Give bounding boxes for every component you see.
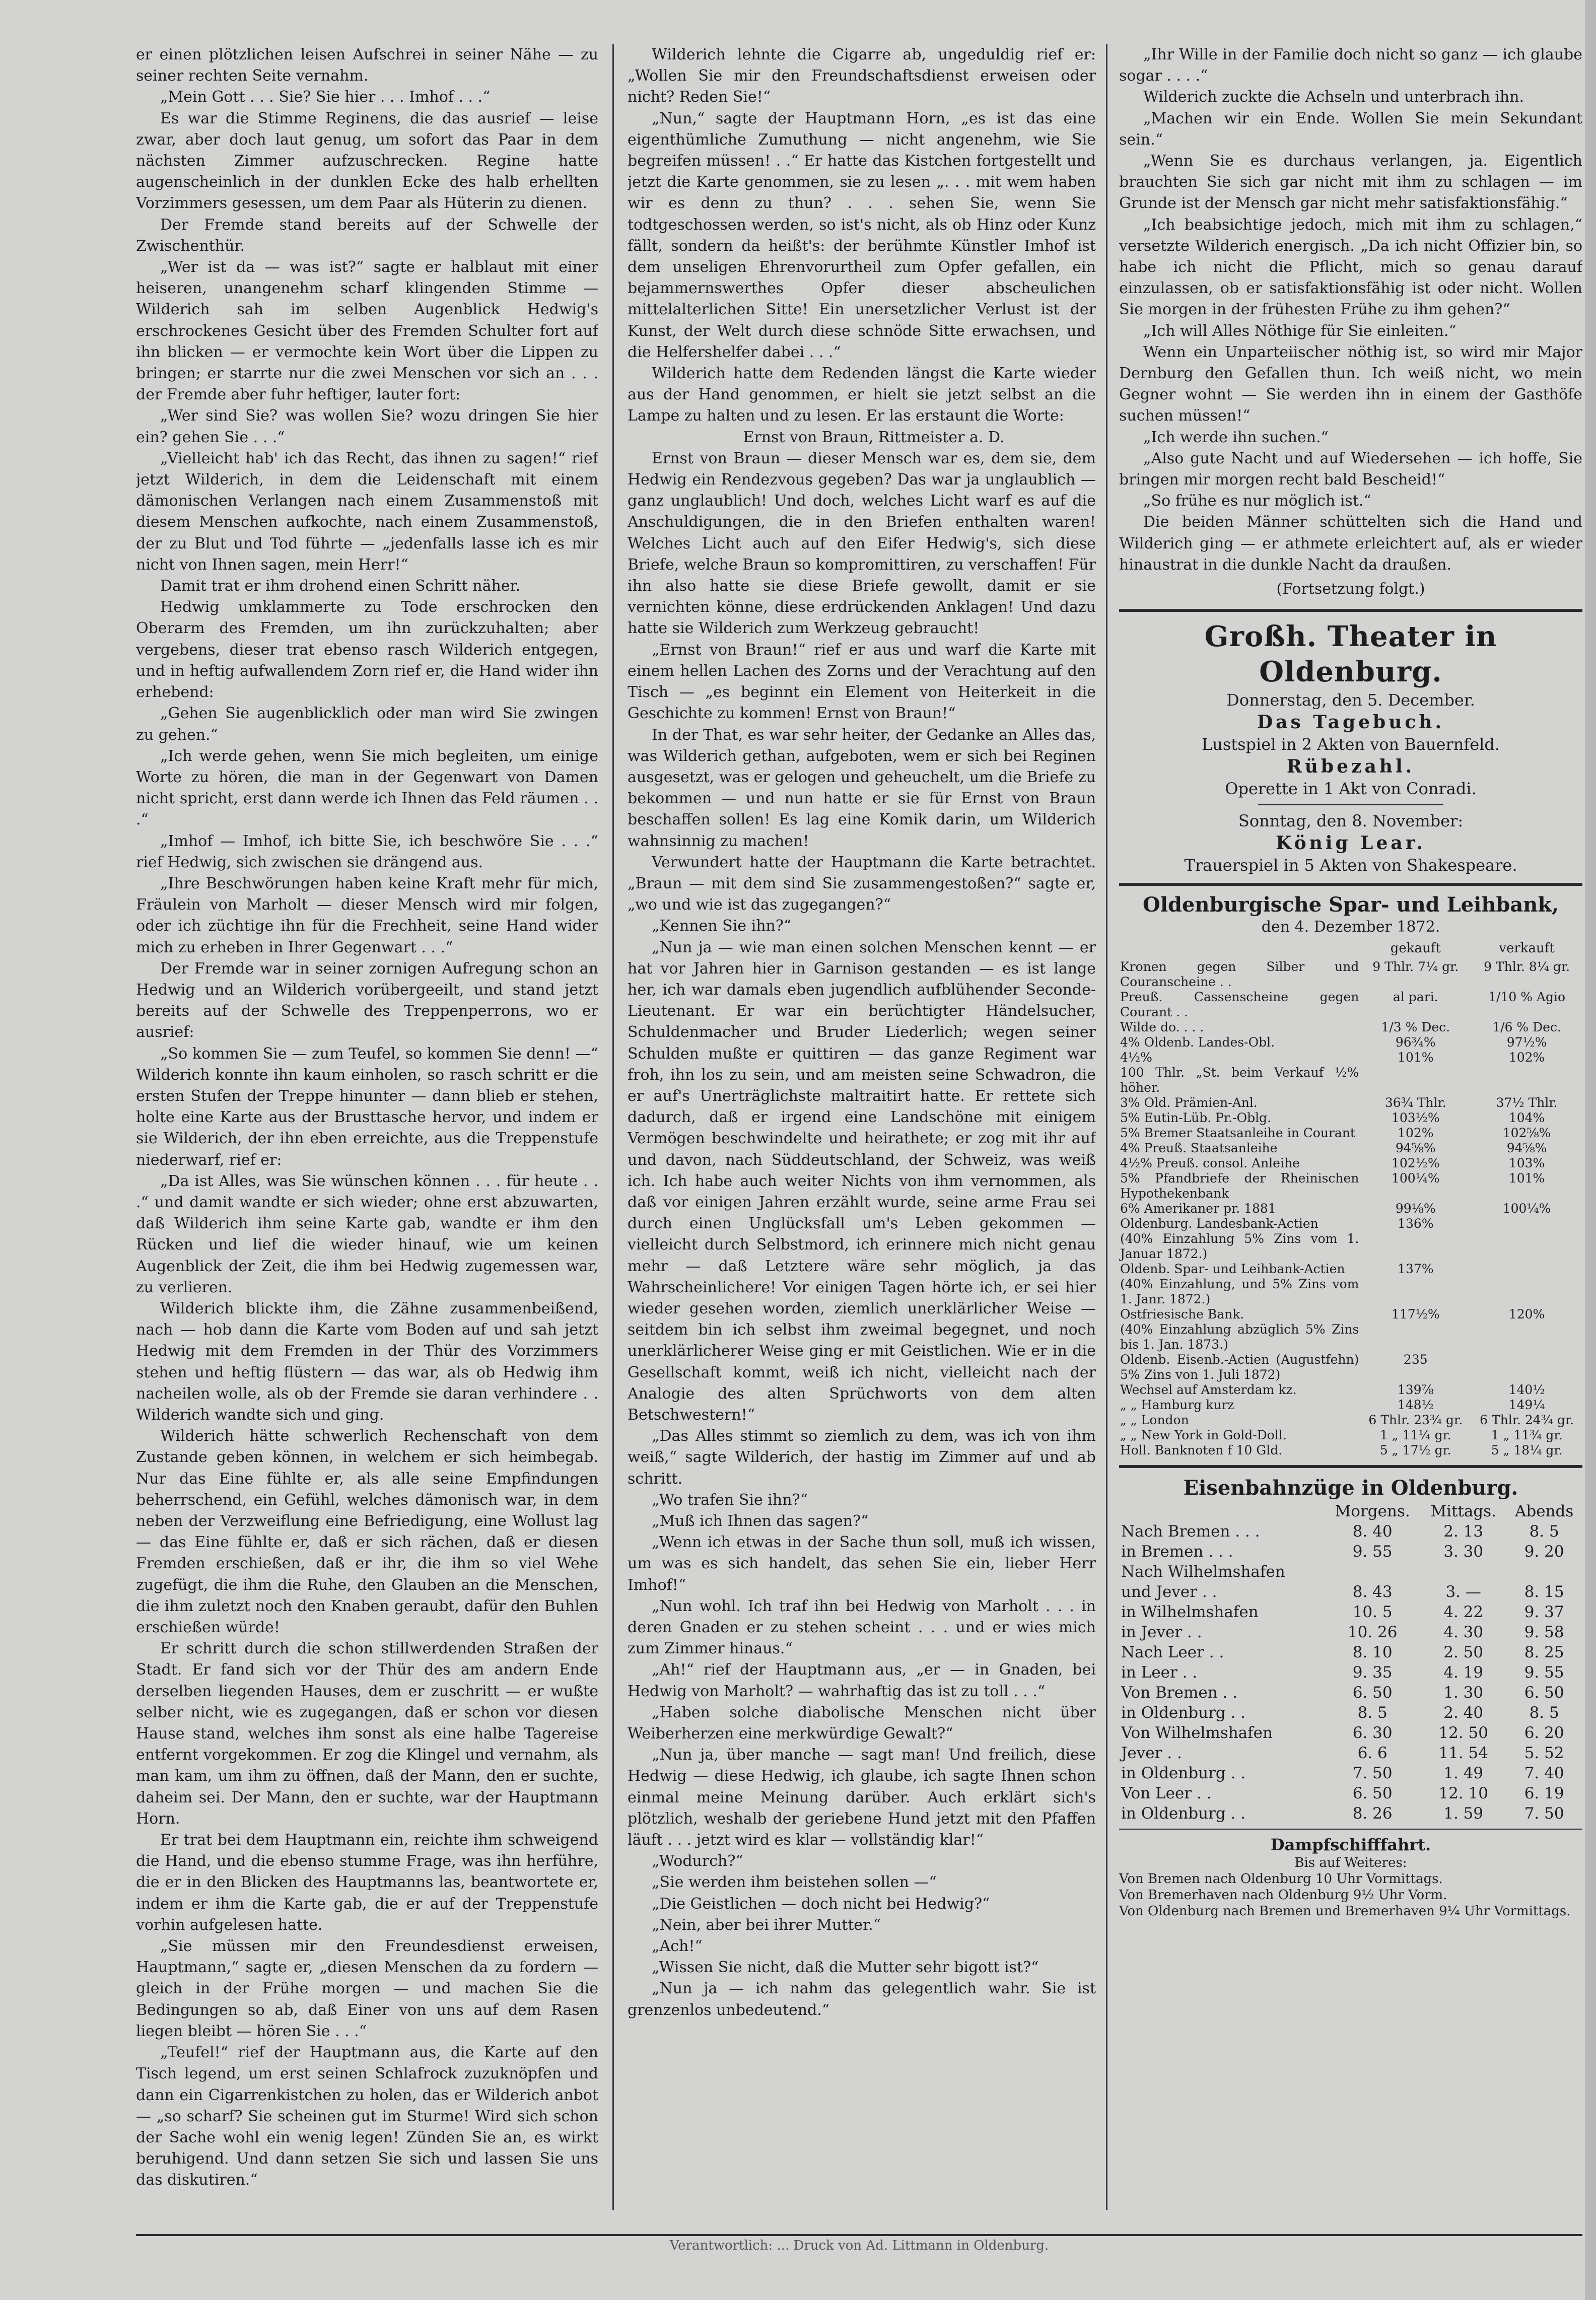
theater-title: Großh. Theater in Oldenburg. bbox=[1204, 620, 1497, 689]
paragraph: Der Fremde war in seiner zornigen Aufregung schon an Hedwig und an Wilderich vorübergeeilt, und stand jetzt bereits auf der Schwelle des Treppenperrons, wo er ausrief: bbox=[136, 959, 598, 1041]
rail-cell-m: 6. 30 bbox=[1352, 1724, 1393, 1743]
paragraph: „Teufel!“ rief der Hauptmann aus, die Karte auf den Tisch legend, um erst seinen Schlafrock zuzuknöpfen und dann ein Cigarrenkistchen zu holen, das er Wilderich anbot — „so scharf? Sie scheinen gut im Sturme! Wird sich schon der Sache wohl ein wenig legen! Zünden Sie an, es wirkt beruhigend. Und dann setzen Sie sich und lassen Sie uns das diskutiren.“ bbox=[136, 2044, 598, 2189]
paragraph: „Nun ja, über manche — sagt man! Und freilich, diese Hedwig — diese Hedwig, ich glaube, ich sagte Ihnen schon einmal meine Meinung darüber. Auch erklärt sich's plötzlich, weshalb der geriebene Hund jetzt mit den Pfaffen läuft . . . jetzt wird es klar — vollständig klar!“ bbox=[628, 1746, 1096, 1849]
rail-cell-route: Von Leer . . bbox=[1121, 1784, 1212, 1803]
bank-row bbox=[1119, 1110, 1582, 1126]
bank-row bbox=[1119, 1126, 1582, 1141]
bank-cell-bought: 103½% bbox=[1391, 1110, 1440, 1126]
bank-cell-name: 5% Bremer Staatsanleihe in Courant bbox=[1120, 1126, 1355, 1141]
bank-cell-sold: 101% bbox=[1508, 1171, 1545, 1186]
bank-cell-sold: 1 „ 11¾ gr. bbox=[1491, 1428, 1563, 1443]
paragraph: „Also gute Nacht und auf Wiedersehen — ich hoffe, Sie bringen mir morgen recht bald Bescheid!“ bbox=[1119, 449, 1582, 489]
bank-row bbox=[1119, 1050, 1582, 1065]
rail-cell-n: 2. 50 bbox=[1443, 1643, 1484, 1662]
bank-cell-name: 6% Amerikaner pr. 1881 bbox=[1120, 1201, 1276, 1216]
paragraph: „Nun ja — wie man einen solchen Menschen kennt — er hat vor Jahren hier in Garnison gestanden — es ist lange her, ich war damals eben jugendlich aufblühender Seconde-Lieutenant. Er war ein berüchtigter Händelsucher, Schuldenmacher und Bruder Liederlich; wegen seiner Schulden mußte er quittiren — das ganze Regiment war froh, ihn los zu sein, und am meisten seine Schwadron, die er auf's Unerträglichste maltraitirt hatte. Er rettete sich dadurch, daß er irgend eine Landschöne mit einigem Vermögen beschwindelte und heirathete; er zog mit ihr auf und davon, nach Süddeutschland, der Schweiz, was weiß ich. Ich habe auch weiter Nichts von ihm vernommen, als daß vor einigen Jahren erzählt wurde, seine arme Frau sei durch einen Unglücksfall um's Leben gekommen — vielleicht durch Selbstmord, ich erinnere mich nicht genau mehr — daß Letztere wäre sehr möglich, ja das Wahrscheinlichere! Vor einigen Tagen hörte ich, er sei hier wieder gesehen worden, ziemlich unerklärlicher Weise — seitdem bin ich selbst ihm zweimal begegnet, und noch unerklärlicherer Weise ging er mit Geistlichen. Wie er in die Gesellschaft kommt, weiß ich nicht, vielleicht nach der Analogie des alten Sprüchworts von dem alten Betschwestern!“ bbox=[628, 938, 1096, 1424]
bank-row bbox=[1119, 1262, 1582, 1277]
rail-cell-e: 8. 5 bbox=[1529, 1522, 1559, 1541]
rail-cell-route: Nach Wilhelmshafen bbox=[1121, 1563, 1285, 1581]
bank-cell-sold bbox=[1471, 1322, 1582, 1352]
column-divider-1 bbox=[612, 44, 614, 2210]
bank-row bbox=[1119, 1020, 1582, 1035]
bank-row bbox=[1119, 1156, 1582, 1171]
rail-cell-m: 6. 50 bbox=[1352, 1784, 1393, 1803]
bank-cell-sold bbox=[1471, 1216, 1582, 1231]
rail-cell-route: Nach Leer . . bbox=[1121, 1643, 1224, 1662]
bank-cell-sold: 1/10 % Agio bbox=[1488, 990, 1566, 1005]
paragraph: Die beiden Männer schüttelten sich die Hand und Wilderich ging — er athmete erleichtert auf, als er wieder hinaustrat in die dunkle Nacht da draußen. bbox=[1119, 513, 1582, 574]
bank-cell-sold: 9 Thlr. 8¼ gr. bbox=[1484, 959, 1570, 974]
paragraph: „Da ist Alles, was Sie wünschen können . . . für heute . . .“ und damit wandte er sich wieder; ohne erst abzuwarten, daß Wilderich ihm seine Karte gab, wandte er ihm den Rücken und lief die wieder hinauf, wie um keinen Augenblick der Zeit, die ihm bei Hedwig zugemessen war, zu verlieren. bbox=[136, 1172, 598, 1296]
rail-header-route bbox=[1119, 1501, 1324, 1521]
paragraph: „Wenn Sie es durchaus verlangen, ja. Eigentlich brauchten Sie sich gar nicht mit ihm zu schlagen — im Grunde ist der Mensch gar nicht mehr satisfaktionsfähig.“ bbox=[1119, 152, 1582, 213]
bank-cell-bought: 36¾ Thlr. bbox=[1384, 1095, 1446, 1110]
paragraph: „Das Alles stimmt so ziemlich zu dem, was ich von ihm weiß,“ sagte Wilderich, der hastig im Zimmer auf und ab schritt. bbox=[628, 1427, 1096, 1488]
theater-play-2: Rübezahl. bbox=[1286, 756, 1415, 778]
bank-cell-name: Ostfriesische Bank. bbox=[1120, 1307, 1244, 1322]
bank-header-sold: verkauft bbox=[1499, 941, 1555, 956]
bank-row bbox=[1119, 1171, 1582, 1201]
rail-cell-n: 4. 22 bbox=[1443, 1603, 1484, 1622]
rail-cell-m: 7. 50 bbox=[1352, 1764, 1393, 1783]
bank-cell-name: 3% Old. Prämien-Anl. bbox=[1120, 1095, 1258, 1110]
bank-cell-bought: 148½ bbox=[1397, 1398, 1434, 1413]
rail-row bbox=[1119, 1662, 1582, 1683]
bank-cell-bought: 102½% bbox=[1391, 1156, 1440, 1171]
bank-cell-name: „ „ New York in Gold-Doll. bbox=[1120, 1428, 1287, 1443]
paragraph: Damit trat er ihm drohend einen Schritt näher. bbox=[160, 577, 521, 595]
paragraph: „Die Geistlichen — doch nicht bei Hedwig?“ bbox=[652, 1895, 990, 1913]
bank-cell-name: 4% Oldenb. Landes-Obl. bbox=[1120, 1035, 1275, 1050]
paragraph: „Imhof — Imhof, ich bitte Sie, ich beschwöre Sie . . .“ rief Hedwig, sich zwischen sie drängend aus. bbox=[136, 832, 598, 871]
rail-row bbox=[1119, 1542, 1582, 1562]
rail-cell-route: in Bremen . . . bbox=[1121, 1543, 1233, 1561]
rail-cell-e bbox=[1506, 1562, 1582, 1582]
rail-header-evening: Abends bbox=[1514, 1502, 1574, 1521]
rail-cell-route: in Oldenburg . . bbox=[1121, 1764, 1246, 1783]
bank-cell-name: 5% Eutin-Lüb. Pr.-Oblg. bbox=[1120, 1110, 1272, 1126]
divider bbox=[1119, 1829, 1582, 1830]
rail-cell-e: 5. 52 bbox=[1524, 1744, 1564, 1763]
paragraph: „Muß ich Ihnen das sagen?“ bbox=[652, 1512, 869, 1530]
bank-row bbox=[1119, 1382, 1582, 1398]
paragraph: Es war die Stimme Reginens, die das ausrief — leise zwar, aber doch laut genug, um sofort das Paar in dem nächsten Zimmer aufzuschrecken. Regine hatte augenscheinlich in der dunklen Ecke des halb erhellten Vorzimmers gesessen, um dem Paar als Hüterin zu dienen. bbox=[136, 109, 598, 213]
bank-cell-sold bbox=[1471, 1262, 1582, 1277]
rail-cell-m: 10. 26 bbox=[1347, 1623, 1398, 1642]
bank-row bbox=[1119, 1428, 1582, 1443]
paragraph: Wilderich zuckte die Achseln und unterbrach ihn. bbox=[1143, 88, 1524, 106]
bank-cell-name: Oldenb. Eisenb.-Actien (Augustfehn) 5% Zins von 1. Juli 1872) bbox=[1120, 1352, 1359, 1382]
rail-cell-e: 7. 50 bbox=[1524, 1804, 1564, 1823]
bank-cell-bought: 137% bbox=[1398, 1262, 1434, 1277]
bank-cell-bought bbox=[1360, 1231, 1471, 1262]
bank-row bbox=[1119, 959, 1582, 990]
rail-cell-m: 6. 50 bbox=[1352, 1684, 1393, 1702]
paragraph: „So frühe es nur möglich ist.“ bbox=[1143, 492, 1371, 510]
bank-cell-bought bbox=[1360, 1322, 1471, 1352]
rail-row bbox=[1119, 1622, 1582, 1642]
paragraph: „Wodurch?“ bbox=[652, 1852, 743, 1870]
bank-cell-bought: 94⅝% bbox=[1395, 1141, 1436, 1156]
paragraph: Er trat bei dem Hauptmann ein, reichte ihm schweigend die Hand, und die ebenso stumme Frage, was ihn herführe, die er in den Blicken des Hauptmanns las, beantwortete er, indem er ihm die Karte gab, die er auf der Treppenstufe vorhin aufgelesen hatte. bbox=[136, 1831, 598, 1934]
bank-cell-name: Kronen gegen Silber und Couranscheine . . bbox=[1120, 959, 1359, 990]
rail-row bbox=[1119, 1521, 1582, 1542]
bank-cell-bought: 136% bbox=[1398, 1216, 1434, 1231]
bank-cell-sold: 5 „ 18¼ gr. bbox=[1491, 1443, 1563, 1458]
bank-header-bought: gekauft bbox=[1390, 941, 1441, 956]
rail-cell-n: 2. 40 bbox=[1443, 1704, 1484, 1722]
ship-line: Von Bremen nach Oldenburg 10 Uhr Vormittags. bbox=[1119, 1871, 1443, 1887]
rail-row bbox=[1119, 1703, 1582, 1723]
rail-cell-n bbox=[1421, 1562, 1506, 1582]
paragraph: „Wenn ich etwas in der Sache thun soll, muß ich wissen, um was es sich handelt, das sehen Sie ein, lieber Herr Imhof!“ bbox=[628, 1534, 1096, 1594]
bank-cell-sold: 1/6 % Dec. bbox=[1492, 1020, 1561, 1035]
bank-cell-name: 5% Pfandbriefe der Rheinischen Hypothekenbank bbox=[1120, 1171, 1359, 1201]
rail-header-noon: Mittags. bbox=[1430, 1502, 1496, 1521]
bank-cell-sold bbox=[1471, 1352, 1582, 1382]
paragraph: „Ich werde gehen, wenn Sie mich begleiten, um einige Worte zu hören, die man in der Gegenwart von Damen nicht spricht, erst dann werde ich Ihnen das Feld räumen . . .“ bbox=[136, 747, 598, 829]
bank-cell-name: Holl. Banknoten f 10 Gld. bbox=[1120, 1443, 1283, 1458]
rail-cell-e: 8. 5 bbox=[1529, 1704, 1559, 1722]
rail-cell-n: 1. 30 bbox=[1443, 1684, 1484, 1702]
theater-date-1: Donnerstag, den 5. December. bbox=[1226, 690, 1475, 710]
rail-cell-n: 12. 50 bbox=[1438, 1724, 1488, 1743]
bank-row bbox=[1119, 1443, 1582, 1458]
column-2-story bbox=[628, 44, 1096, 2210]
paragraph: „Wo trafen Sie ihn?“ bbox=[652, 1491, 808, 1509]
paragraph: Hedwig umklammerte zu Tode erschrocken den Oberarm des Fremden, um ihn zurückzuhalten; aber vergebens, dieser trat ebenso rasch Wilderich entgegen, und in heftig aufwallendem Zorn rief er, die Hand wider ihn erhebend: bbox=[136, 598, 598, 702]
bank-cell-sold bbox=[1471, 1065, 1582, 1095]
rail-cell-m bbox=[1324, 1562, 1421, 1582]
bank-cell-name: „ „ Hamburg kurz bbox=[1120, 1398, 1234, 1413]
rail-cell-n: 12. 10 bbox=[1438, 1784, 1488, 1803]
imprint-footer: Verantwortlich: ... Druck von Ad. Littmann in Oldenburg. bbox=[136, 2234, 1582, 2256]
paragraph: „Ach!“ bbox=[652, 1937, 703, 1956]
rail-cell-m: 9. 35 bbox=[1352, 1663, 1393, 1682]
rail-cell-n: 3. 30 bbox=[1443, 1543, 1484, 1561]
bank-cell-bought: 117½% bbox=[1391, 1307, 1440, 1322]
rail-cell-n: 4. 19 bbox=[1443, 1663, 1484, 1682]
rail-cell-e: 9. 55 bbox=[1524, 1663, 1564, 1682]
paragraph: „Wer sind Sie? was wollen Sie? wozu dringen Sie hier ein? gehen Sie . . .“ bbox=[136, 407, 598, 446]
bank-cell-bought: 102% bbox=[1398, 1126, 1434, 1141]
paragraph: „Sie werden ihm beistehen sollen —“ bbox=[652, 1873, 937, 1892]
rail-row bbox=[1119, 1803, 1582, 1824]
bank-row bbox=[1119, 1413, 1582, 1428]
bank-cell-bought bbox=[1360, 1065, 1471, 1095]
continuation-note: (Fortsetzung folgt.) bbox=[1276, 580, 1425, 598]
column-divider-2 bbox=[1106, 44, 1107, 2210]
rail-cell-route: in Leer . . bbox=[1121, 1663, 1198, 1682]
divider bbox=[1258, 804, 1443, 805]
rail-cell-n: 3. — bbox=[1445, 1583, 1481, 1601]
rail-cell-m: 6. 6 bbox=[1357, 1744, 1387, 1763]
bank-cell-name: Oldenburg. Landesbank-Actien bbox=[1120, 1216, 1319, 1231]
page-edge-shadow bbox=[1585, 0, 1596, 2300]
rail-cell-n: 4. 30 bbox=[1443, 1623, 1484, 1642]
bank-row bbox=[1119, 1322, 1582, 1352]
rail-cell-e: 6. 19 bbox=[1524, 1784, 1564, 1803]
rail-cell-m: 8. 40 bbox=[1352, 1522, 1393, 1541]
bank-cell-name: (40% Einzahlung abzüglich 5% Zins bis 1. Jan. 1873.) bbox=[1120, 1322, 1359, 1352]
theater-play-1-desc: Lustspiel in 2 Akten von Bauernfeld. bbox=[1201, 735, 1500, 754]
bank-table bbox=[1119, 937, 1582, 1458]
rail-cell-e: 8. 15 bbox=[1524, 1583, 1564, 1601]
paragraph: er einen plötzlichen leisen Aufschrei in seiner Nähe — zu seiner rechten Seite vernahm. bbox=[136, 46, 598, 85]
bank-cell-bought bbox=[1360, 1277, 1471, 1307]
paragraph: Der Fremde stand bereits auf der Schwelle der Zwischenthür. bbox=[136, 216, 598, 255]
ship-line: Von Bremerhaven nach Oldenburg 9½ Uhr Vorm. bbox=[1119, 1888, 1447, 1903]
column-3-story bbox=[1119, 44, 1582, 576]
paragraph: „Kennen Sie ihn?“ bbox=[652, 917, 792, 935]
column-3 bbox=[1119, 44, 1582, 2210]
rail-cell-m: 10. 5 bbox=[1352, 1603, 1393, 1622]
steamship-schedule bbox=[1119, 1835, 1582, 1919]
paragraph: „Sie müssen mir den Freundesdienst erweisen, Hauptmann,“ sagte er, „diesen Menschen da zu fordern — gleich in der Frühe morgen — und machen Sie die Bedingungen so ab, daß Einer von uns auf dem Rasen liegen bleibt — hören Sie . . .“ bbox=[136, 1937, 598, 2040]
bank-cell-bought: 139⅞ bbox=[1397, 1382, 1434, 1398]
bank-cell-name: (40% Einzahlung 5% Zins vom 1. Januar 1872.) bbox=[1120, 1231, 1359, 1262]
rail-cell-route: in Oldenburg . . bbox=[1121, 1804, 1246, 1823]
paragraph: „Wer ist da — was ist?“ sagte er halblaut mit einer heiseren, unangenehm scharf klingenden Stimme — Wilderich sah im selben Augenblick Hedwig's erschrockenes Gesicht über des Fremden Schulter fort auf ihn blicken — er vermochte kein Wort über die Lippen zu bringen; er starrte nur die zwei Menschen vor sich an . . . der Fremde aber fuhr heftiger, lauter fort: bbox=[136, 258, 598, 404]
paragraph: „Ernst von Braun!“ rief er aus und warf die Karte mit einem hellen Lachen des Zorns und der Verachtung auf den Tisch — „es beginnt ein Element von Heiterkeit in die Geschichte zu kommen! Ernst von Braun!“ bbox=[628, 641, 1096, 723]
rail-cell-e: 6. 50 bbox=[1524, 1684, 1564, 1702]
bank-cell-name: 4½% bbox=[1120, 1050, 1152, 1065]
bank-row bbox=[1119, 1352, 1582, 1382]
rail-table bbox=[1119, 1501, 1582, 1824]
railway-schedule bbox=[1119, 1475, 1582, 1824]
bank-row bbox=[1119, 1065, 1582, 1095]
rail-cell-e: 8. 25 bbox=[1524, 1643, 1564, 1662]
bank-row bbox=[1119, 1398, 1582, 1413]
rail-row bbox=[1119, 1602, 1582, 1622]
bank-title: Oldenburgische Spar- und Leihbank, bbox=[1142, 893, 1559, 917]
bank-row bbox=[1119, 1035, 1582, 1050]
paragraph: „Machen wir ein Ende. Wollen Sie mein Sekundant sein.“ bbox=[1119, 109, 1582, 149]
bank-cell-name: 4% Preuß. Staatsanleihe bbox=[1120, 1141, 1278, 1156]
theater-play-2-desc: Operette in 1 Akt von Conradi. bbox=[1225, 779, 1477, 799]
bank-row bbox=[1119, 1201, 1582, 1216]
bank-cell-bought: 101% bbox=[1398, 1050, 1434, 1065]
paragraph: Verwundert hatte der Hauptmann die Karte betrachtet. „Braun — mit dem sind Sie zusammengestoßen?“ sagte er, „wo und wie ist das zugegangen?“ bbox=[628, 853, 1096, 914]
bank-cell-name: 4½% Preuß. consol. Anleihe bbox=[1120, 1156, 1300, 1171]
bank-cell-bought: 100¼% bbox=[1391, 1171, 1440, 1186]
theater-play-3: König Lear. bbox=[1276, 832, 1426, 854]
bank-cell-bought: 1/3 % Dec. bbox=[1381, 1020, 1450, 1035]
paragraph: „Ihr Wille in der Familie doch nicht so ganz — ich glaube sogar . . . .“ bbox=[1119, 46, 1582, 85]
rail-row bbox=[1119, 1683, 1582, 1703]
bank-cell-name: Oldenb. Spar- und Leihbank-Actien bbox=[1120, 1262, 1345, 1277]
bank-cell-sold: 100¼% bbox=[1502, 1201, 1551, 1216]
paragraph: Er schritt durch die schon stillwerdenden Straßen der Stadt. Er fand sich vor der Thür des am andern Ende derselben liegenden Hauses, dem er zuschritt — er wußte selber nicht, wie es zugegangen, daß er schon vor diesen Hause stand, welches ihm sonst als eine halbe Tagereise entfernt vorgekommen. Er zog die Klingel und vernahm, als man kam, um ihm zu öffnen, daß der Mann, den er suchte, daheim sei. Der Mann, den er suchte, war der Hauptmann Horn. bbox=[136, 1640, 598, 1828]
paragraph: „Mein Gott . . . Sie? Sie hier . . . Imhof . . .“ bbox=[160, 88, 491, 106]
rail-cell-e: 9. 37 bbox=[1524, 1603, 1564, 1622]
theater-ad bbox=[1119, 619, 1582, 876]
rail-cell-route: Jever . . bbox=[1121, 1744, 1182, 1763]
bank-cell-sold: 37½ Thlr. bbox=[1496, 1095, 1558, 1110]
bank-row bbox=[1119, 1141, 1582, 1156]
bank-cell-sold: 102% bbox=[1508, 1050, 1545, 1065]
bank-cell-sold: 104% bbox=[1508, 1110, 1545, 1126]
rail-cell-m: 8. 5 bbox=[1357, 1704, 1387, 1722]
rail-cell-e: 7. 40 bbox=[1524, 1764, 1564, 1783]
bank-cell-sold: 102⅝% bbox=[1502, 1126, 1551, 1141]
rail-cell-m: 9. 55 bbox=[1352, 1543, 1393, 1561]
bank-cell-name: Wechsel auf Amsterdam kz. bbox=[1120, 1382, 1297, 1398]
bank-cell-sold: 149¼ bbox=[1508, 1398, 1545, 1413]
paragraph: In der That, es war sehr heiter, der Gedanke an Alles das, was Wilderich gethan, aufgeboten, wem er sich bei Reginen ausgesetzt, was er gelogen und geheuchelt, um die Briefe zu bekommen — und nun hatte er sie für Ernst von Braun beschaffen sollen! Es lag eine Komik darin, um Wilderich wahnsinnig zu machen! bbox=[628, 726, 1096, 850]
bank-cell-name: Preuß. Cassenscheine gegen Courant . . bbox=[1120, 990, 1359, 1020]
rail-row bbox=[1119, 1743, 1582, 1763]
ship-title: Dampfschifffahrt. bbox=[1270, 1835, 1431, 1855]
bank-cell-bought: 99⅛% bbox=[1395, 1201, 1436, 1216]
rail-cell-m: 8. 43 bbox=[1352, 1583, 1393, 1601]
bank-cell-name: „ „ London bbox=[1120, 1413, 1189, 1428]
bank-cell-sold: 97½% bbox=[1506, 1035, 1547, 1050]
rail-cell-n: 2. 13 bbox=[1443, 1522, 1484, 1541]
bank-quotes bbox=[1119, 893, 1582, 1458]
rail-header-morning: Morgens. bbox=[1335, 1502, 1410, 1521]
divider bbox=[1119, 883, 1582, 886]
rail-cell-route: in Jever . . bbox=[1121, 1623, 1202, 1642]
paragraph: „Nun,“ sagte der Hauptmann Horn, „es ist das eine eigenthümliche Zumuthung — nicht angenehm, wie Sie begreifen müssen! . .“ Er hatte das Kistchen fortgestellt und jetzt die Karte genommen, sie zu lesen „. . . mit wem haben wir es denn zu thun? . . . sehen Sie, wenn Sie todtgeschossen werden, so ist's nicht, als ob Hinz oder Kunz fällt, sondern da heißt's: der berühmte Künstler Imhof ist dem unseligen Ehrenvorurtheil zum Opfer gefallen, ein bejammernswerthes Opfer dieser abscheulichen mittelalterlichen Sitte! Ein unersetzlicher Verlust ist der Kunst, der Welt durch diese schnöde Sitte erwachsen, und die Helfershelfer dabei . . .“ bbox=[628, 109, 1096, 361]
paragraph: Ernst von Braun — dieser Mensch war es, dem sie, dem Hedwig ein Rendezvous gegeben? Das war ja unglaublich — ganz unglaublich! Und doch, welches Licht warf es auf die Anschuldigungen, die in den Briefen enthalten waren! Welches Licht auch auf den Eifer Hedwig's, sich diese Briefe, welche Braun so kompromittiren, zu verschaffen! Für ihn also hatte sie diese Briefe gewollt, damit er sie vernichten könne, diese erdrückenden Anklagen! Und dazu hatte sie Wilderich zum Werkzeug gebraucht! bbox=[628, 449, 1096, 638]
paragraph: „Haben solche diabolische Menschen nicht über Weiberherzen eine merkwürdige Gewalt?“ bbox=[628, 1703, 1096, 1743]
rail-cell-m: 8. 26 bbox=[1352, 1804, 1393, 1823]
bank-cell-name: (40% Einzahlung, und 5% Zins vom 1. Janr. 1872.) bbox=[1120, 1277, 1359, 1307]
paragraph: „Nun ja — ich nahm das gelegentlich wahr. Sie ist grenzenlos unbedeutend.“ bbox=[628, 1980, 1096, 2019]
paragraph: Wilderich hatte dem Redenden längst die Karte wieder aus der Hand genommen, er hielt sie jetzt selbst an die Lampe zu halten und zu lesen. Er las erstaunt die Worte: bbox=[628, 365, 1096, 425]
bank-cell-sold bbox=[1471, 1231, 1582, 1262]
paragraph: Wilderich blickte ihm, die Zähne zusammenbeißend, nach — hob dann die Karte vom Boden auf und sah jetzt Hedwig mit dem Fremden in der Thür des Vorzimmers stehen und heftig flüstern — das war, als ob Hedwig ihm nacheilen wolle, als ob der Fremde sie daran verhindere . . Wilderich wandte sich und ging. bbox=[136, 1299, 598, 1424]
rail-cell-route: Von Wilhelmshafen bbox=[1121, 1724, 1273, 1743]
rail-cell-n: 11. 54 bbox=[1438, 1744, 1488, 1763]
rail-row bbox=[1119, 1642, 1582, 1662]
rail-title: Eisenbahnzüge in Oldenburg. bbox=[1183, 1476, 1518, 1500]
bank-cell-sold bbox=[1471, 1277, 1582, 1307]
ship-line: Von Oldenburg nach Bremen und Bremerhaven 9¼ Uhr Vormittags. bbox=[1119, 1904, 1571, 1919]
bank-cell-bought: 96¾% bbox=[1395, 1035, 1436, 1050]
bank-row bbox=[1119, 1277, 1582, 1307]
paragraph: „Ah!“ rief der Hauptmann aus, „er — in Gnaden, bei Hedwig von Marholt? — wahrhaftig das ist zu toll . . .“ bbox=[628, 1661, 1096, 1700]
rail-cell-n: 1. 59 bbox=[1443, 1804, 1484, 1823]
bank-cell-bought: 9 Thlr. 7¼ gr. bbox=[1372, 959, 1459, 974]
bank-cell-sold: 6 Thlr. 24¾ gr. bbox=[1480, 1413, 1574, 1428]
rail-cell-route: und Jever . . bbox=[1121, 1583, 1217, 1601]
bank-cell-sold: 120% bbox=[1508, 1307, 1545, 1322]
rail-cell-route: in Wilhelmshafen bbox=[1121, 1603, 1259, 1622]
rail-cell-m: 8. 10 bbox=[1352, 1643, 1393, 1662]
bank-cell-sold: 103% bbox=[1508, 1156, 1545, 1171]
theater-play-1: Das Tagebuch. bbox=[1257, 712, 1445, 733]
bank-cell-name: Wilde do. . . . bbox=[1120, 1020, 1204, 1035]
paragraph: „Gehen Sie augenblicklich oder man wird Sie zwingen zu gehen.“ bbox=[136, 705, 598, 744]
theater-date-2: Sonntag, den 8. November: bbox=[1238, 811, 1464, 831]
bank-row bbox=[1119, 1231, 1582, 1262]
paragraph: „Ich beabsichtige jedoch, mich mit ihm zu schlagen,“ versetzte Wilderich energisch. „Da ich nicht Offizier bin, so habe ich nicht die Pflicht, mich so genau darauf einzulassen, ob er satisfaktionsfähig ist oder nicht. Wollen Sie morgen in der frühesten Frühe zu ihm gehen?“ bbox=[1119, 216, 1582, 319]
rail-row bbox=[1119, 1783, 1582, 1803]
bank-cell-bought: al pari. bbox=[1393, 990, 1438, 1005]
theater-play-3-desc: Trauerspiel in 5 Akten von Shakespeare. bbox=[1184, 856, 1517, 875]
paragraph: „Ich werde ihn suchen.“ bbox=[1143, 428, 1329, 446]
bank-cell-sold: 140½ bbox=[1508, 1382, 1545, 1398]
paragraph: Wenn ein Unparteiischer nöthig ist, so wird mir Major Dernburg den Gefallen thun. Ich weiß nicht, wo mein Gegner wohnt — Sie werden ihn in einem der Gasthöfe suchen müssen!“ bbox=[1119, 343, 1582, 425]
bank-cell-bought: 6 Thlr. 23¾ gr. bbox=[1368, 1413, 1463, 1428]
bank-row bbox=[1119, 1216, 1582, 1231]
bank-cell-bought: 1 „ 11¼ gr. bbox=[1379, 1428, 1451, 1443]
divider bbox=[1119, 1465, 1582, 1468]
bank-row bbox=[1119, 990, 1582, 1020]
bank-cell-bought: 5 „ 17½ gr. bbox=[1379, 1443, 1451, 1458]
paragraph: Wilderich hätte schwerlich Rechenschaft von dem Zustande geben können, in welchem er sich heimbegab. Nur das Eine fühlte er, als alle seine Empfindungen beherrschend, ein Gefühl, welches dämonisch war, in dem neben der Verzweiflung eine Befriedigung, eine Wollust lag — das Eine fühlte er, daß er sich rächen, daß er diesen Fremden erschießen, daß er ihr, die ihm so viel Wehe zugefügt, die ihm die Ruhe, den Glauben an die Menschen, die ihm zuletzt noch den Knaben geraubt, dafür den Buhlen erschießen würde! bbox=[136, 1427, 598, 1637]
rail-row bbox=[1119, 1763, 1582, 1783]
bank-cell-name: 100 Thlr. „St. beim Verkauf ½% höher. bbox=[1120, 1065, 1359, 1095]
rail-cell-route: Nach Bremen . . . bbox=[1121, 1522, 1260, 1541]
rail-cell-e: 9. 58 bbox=[1524, 1623, 1564, 1642]
rail-cell-route: in Oldenburg . . bbox=[1121, 1704, 1246, 1722]
paragraph: „Vielleicht hab' ich das Recht, das ihnen zu sagen!“ rief jetzt Wilderich, in dem die Leidenschaft mit einem dämonischen Verlangen nach einem Zusammenstoß mit diesem Menschen aufkochte, nach einem Zusammenstoß, der zu Blut und Tod führte — „jedenfalls lasse ich es mir nicht von Ihnen sagen, mein Herr!“ bbox=[136, 449, 598, 574]
rail-cell-e: 9. 20 bbox=[1524, 1543, 1564, 1561]
rail-row bbox=[1119, 1723, 1582, 1743]
paragraph: Ernst von Braun, Rittmeister a. D. bbox=[743, 428, 1005, 446]
bank-date: den 4. Dezember 1872. bbox=[1261, 918, 1440, 936]
rail-row bbox=[1119, 1562, 1582, 1582]
paragraph: „Wissen Sie nicht, daß die Mutter sehr bigott ist?“ bbox=[652, 1959, 1039, 1977]
bank-cell-sold: 94⅝% bbox=[1506, 1141, 1547, 1156]
rail-row bbox=[1119, 1582, 1582, 1602]
rail-cell-route: Von Bremen . . bbox=[1121, 1684, 1238, 1702]
paragraph: „Ich will Alles Nöthige für Sie einleiten.“ bbox=[1143, 322, 1456, 340]
bank-row bbox=[1119, 1307, 1582, 1322]
paragraph: „So kommen Sie — zum Teufel, so kommen Sie denn! —“ Wilderich konnte ihn kaum einholen, so rasch schritt er die ersten Stufen der Treppe hinunter — dann blieb er stehen, holte eine Karte aus der Brusttasche hervor, und indem er sie Wilderich, der ihn eben erreichte, aus die Treppenstufe niederwarf, rief er: bbox=[136, 1044, 598, 1169]
divider bbox=[1119, 609, 1582, 612]
ship-subtitle: Bis auf Weiteres: bbox=[1294, 1855, 1407, 1871]
paragraph: Wilderich lehnte die Cigarre ab, ungeduldig rief er: „Wollen Sie mir den Freundschaftsdienst erweisen oder nicht? Reden Sie!“ bbox=[628, 46, 1096, 106]
paragraph: „Nein, aber bei ihrer Mutter.“ bbox=[652, 1916, 881, 1934]
bank-row bbox=[1119, 1095, 1582, 1110]
bank-header-name bbox=[1119, 937, 1360, 959]
column-1-story bbox=[136, 44, 598, 2210]
bank-cell-bought: 235 bbox=[1403, 1352, 1428, 1367]
rail-cell-n: 1. 49 bbox=[1443, 1764, 1484, 1783]
paragraph: „Nun wohl. Ich traf ihn bei Hedwig von Marholt . . . in deren Gnaden er zu stehen scheint . . . und er wies mich zum Zimmer hinaus.“ bbox=[628, 1597, 1096, 1658]
rail-cell-e: 6. 20 bbox=[1524, 1724, 1564, 1743]
paragraph: „Ihre Beschwörungen haben keine Kraft mehr für mich, Fräulein von Marholt — dieser Mensch wird mir folgen, oder ich züchtige ihn für die Frechheit, seine Hand wider mich zu erheben in Ihrer Gegenwart . . .“ bbox=[136, 874, 598, 956]
